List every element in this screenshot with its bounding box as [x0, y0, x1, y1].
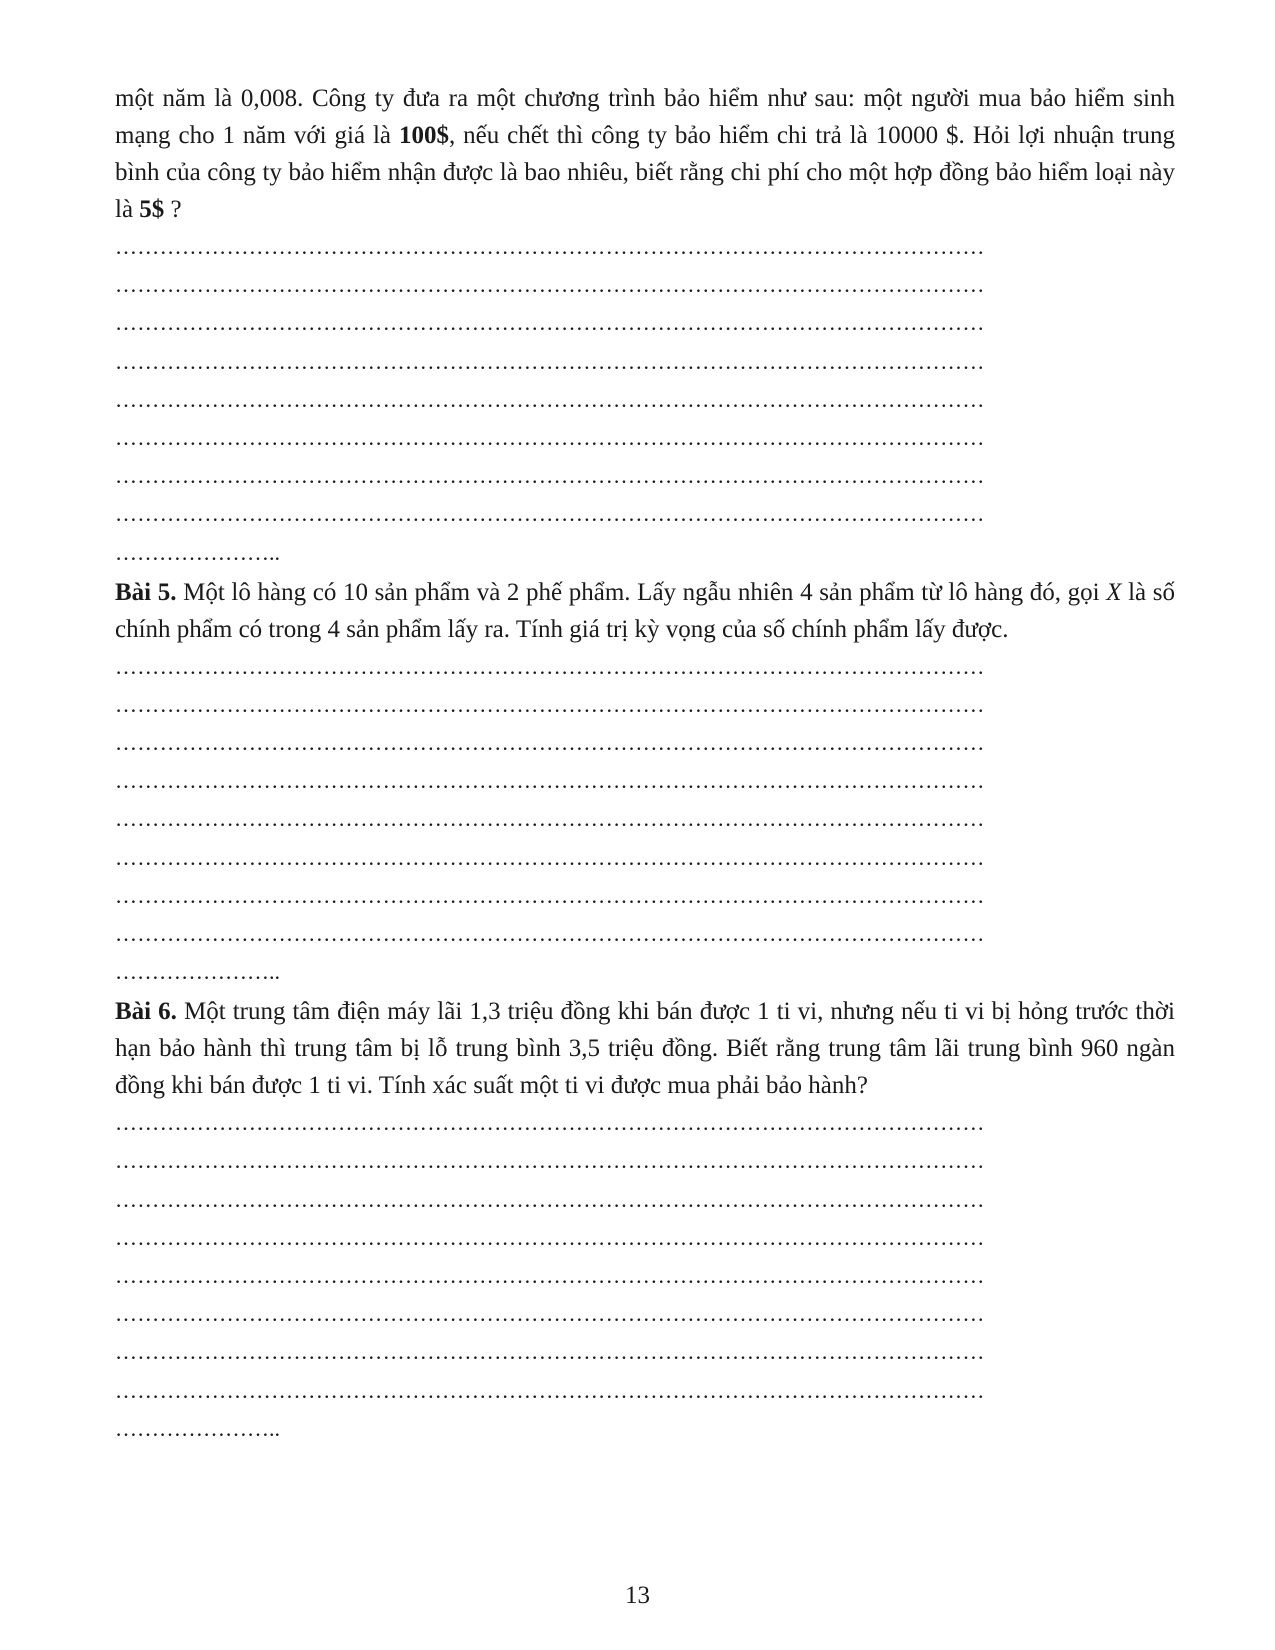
answer-line[interactable]: ……………………………………………………………………………………………………… — [115, 501, 985, 527]
answer-line[interactable]: ……………………………………………………………………………………………………… — [115, 691, 985, 717]
answer-line[interactable]: ……………………………………………………………………………………………………… — [115, 463, 985, 489]
answer-line[interactable]: ……………………………………………………………………………………………………… — [115, 1339, 985, 1365]
answer-line[interactable]: ……………………………………………………………………………………………………… — [115, 768, 985, 794]
answer-line[interactable]: ……………………………………………………………………………………………………… — [115, 1263, 985, 1289]
answer-line[interactable]: ……………………………………………………………………………………………………… — [115, 386, 985, 412]
cost-value: 5$ — [139, 196, 165, 223]
answer-area-6[interactable] — [115, 1104, 1175, 1448]
worksheet-page — [115, 80, 1175, 1448]
problem-text: , nếu chết thì công ty bảo hiểm chi trả là 10000 $. Hỏi lợi nhuận trung bình của công ty bảo hiểm nhận được là bao nhiêu, biết rằng chi phí cho một hợp đồng bảo hiểm loại này là — [115, 122, 1175, 223]
problem-label: Bài 6. — [115, 998, 177, 1026]
problem-text: Một trung tâm điện máy lãi 1,3 triệu đồng khi bán được 1 ti vi, nhưng nếu ti vi bị hỏng trước thời hạn bảo hành thì trung tâm bị lỗ trung bình 3,5 triệu đồng. Biết rằng trung tâm lãi trung bình 960 ngàn đồng khi bán được 1 ti vi. Tính xác suất một ti vi được mua phải bảo hành? — [115, 998, 1175, 1100]
answer-line[interactable]: ……………………………………………………………………………………………………… — [115, 806, 985, 832]
answer-line[interactable]: ……………………………………………………………………………………………………… — [115, 882, 985, 908]
problem-6 — [115, 993, 1175, 1104]
problem-5 — [115, 574, 1175, 648]
answer-line[interactable]: ……………………………………………………………………………………………………… — [115, 310, 985, 336]
problem-4-continuation — [115, 80, 1175, 228]
answer-line-short[interactable]: ………………….. — [115, 539, 280, 565]
problem-text: ? — [164, 196, 182, 223]
answer-line-short[interactable]: ………………….. — [115, 1415, 280, 1441]
problem-text: Một lô hàng có 10 sản phẩm và 2 phế phẩm. Lấy ngẫu nhiên 4 sản phẩm từ lô hàng đó, gọi — [176, 578, 1107, 606]
problem-text: một năm là 0,008. Công ty đưa ra một chương trình bảo hiểm như sau: một người mua bảo hiểm sinh mạng cho 1 năm với giá là — [115, 85, 1175, 149]
answer-line[interactable]: ……………………………………………………………………………………………………… — [115, 844, 985, 870]
answer-line[interactable]: ……………………………………………………………………………………………………… — [115, 921, 985, 947]
answer-area-5[interactable] — [115, 648, 1175, 992]
answer-line-short[interactable]: ………………….. — [115, 959, 280, 985]
answer-line[interactable]: ……………………………………………………………………………………………………… — [115, 234, 985, 259]
answer-line[interactable]: ……………………………………………………………………………………………………… — [115, 1224, 985, 1250]
answer-line[interactable]: ……………………………………………………………………………………………………… — [115, 1377, 985, 1403]
price-value: 100$ — [398, 122, 449, 149]
answer-line[interactable]: ……………………………………………………………………………………………………… — [115, 272, 985, 298]
answer-line[interactable]: ……………………………………………………………………………………………………… — [115, 730, 985, 756]
problem-label: Bài 5. — [115, 578, 177, 606]
answer-area-4[interactable] — [115, 228, 1175, 572]
problem-text: là số chính phẩm có trong 4 sản phẩm lấy ra. Tính giá trị kỳ vọng của số chính phẩm lấy được. — [115, 578, 1175, 643]
variable-x: X — [1106, 578, 1122, 606]
page-number: 13 — [625, 1582, 650, 1609]
answer-line[interactable]: ……………………………………………………………………………………………………… — [115, 425, 985, 451]
answer-line[interactable]: ……………………………………………………………………………………………………… — [115, 1110, 985, 1136]
answer-line[interactable]: ……………………………………………………………………………………………………… — [115, 1186, 985, 1212]
answer-line[interactable]: ……………………………………………………………………………………………………… — [115, 1148, 985, 1174]
answer-line[interactable]: ……………………………………………………………………………………………………… — [115, 348, 985, 374]
answer-line[interactable]: ……………………………………………………………………………………………………… — [115, 1301, 985, 1327]
answer-line[interactable]: ……………………………………………………………………………………………………… — [115, 653, 985, 679]
